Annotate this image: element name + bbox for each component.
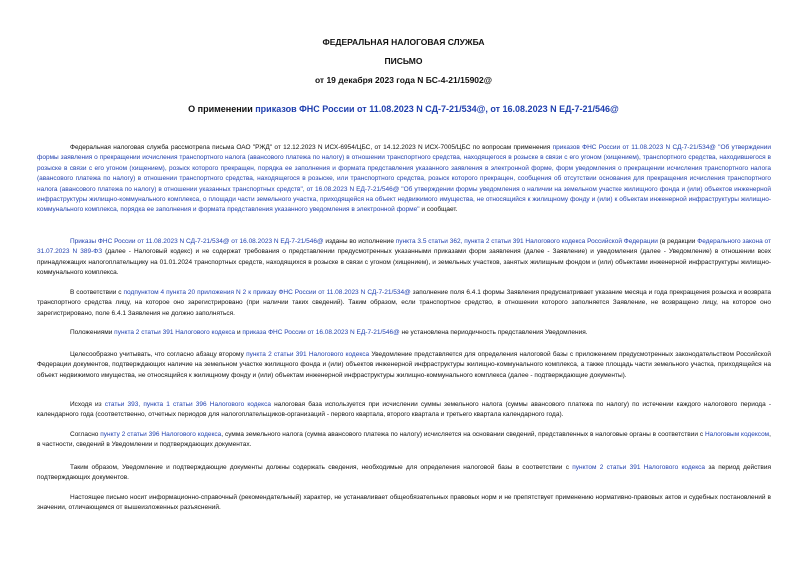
paragraph-text: налоговая база используется при исчислении суммы земельного налога (суммы авансового платежа по налогу) по истечении каждого налогового периода - календарного года (соответственно, отчетных периодов для налогоплательщиков-организаций - первого квартала, второго квартала и третьего квартала календарного года). bbox=[37, 401, 772, 419]
paragraph-land-tax bbox=[37, 430, 771, 451]
paragraph-text: Исходя из bbox=[70, 401, 105, 408]
law-reference-link[interactable]: приказа ФНС России от 16.08.2023 N ЕД-7-21/546@ bbox=[242, 329, 400, 336]
paragraph-text: изданы во исполнение bbox=[323, 238, 396, 245]
law-reference-link[interactable]: Налоговым кодексом bbox=[704, 431, 770, 438]
law-reference-link[interactable]: Приказы ФНС России от 11.08.2023 N СД-7-21/534@ от 16.08.2023 N ЕД-7-21/546@ bbox=[70, 238, 324, 245]
paragraph-text: и bbox=[235, 329, 243, 336]
paragraph-orders bbox=[37, 237, 771, 279]
document-date-number: от 19 декабря 2023 года N БС-4-21/15902@ bbox=[314, 75, 493, 85]
paragraph-intro bbox=[37, 143, 771, 216]
paragraph-text: Уведомление представляется для определения налоговой базы с приложением предусмотренных законодательством Российской Федерации документов, подтверждающих наличие на земельном участке жилищного фонда и (или) объектов инженерной инфраструктуры жилищно-коммунального комплекса, а также площадь части земельного участка, приходящейся на объект недвижимого имущества, не относящийся к жилищному фонду и (или) объектам инженерной инфраструктуры жилищно-коммунального комплекса (далее - подтверждающие документы). bbox=[37, 351, 771, 379]
paragraph-text: Федеральная налоговая служба рассмотрела письма ОАО "РЖД" от 12.12.2023 N ИСХ-6954/ЦБС, от 14.12.2023 N ИСХ-7005/ЦБС по вопросам применения bbox=[70, 144, 553, 151]
law-reference-link[interactable]: Федерального закона от 31.07.2023 N 389-ФЗ bbox=[37, 238, 772, 256]
law-reference-link[interactable]: подпунктом 4 пункта 20 приложения N 2 к приказу ФНС России от 11.08.2023 N СД-7-21/534@ bbox=[123, 289, 411, 296]
law-reference-link[interactable]: пункта 2 статьи 391 Налогового кодекса bbox=[114, 329, 236, 336]
law-reference-link[interactable]: приказов ФНС России от 11.08.2023 N СД-7-21/534@ "Об утверждении формы заявления о прекращении исчисления транспортного налога (авансового платежа по налогу) в отношении транспортного средства, находящегося в розыске в связи с его угоном (хищением), транспортного средства, находившегося в розыске в связи с его угоном (хищением), розыск которого прекращен, порядка ее заполнения и формата представления указанного заявления в электронной форме, форм уведомления о прекращении исчисления транспортного налога (авансового платежа по налогу) в отношении транспортного средства, находящегося в розыске, или транспортного средства, розыск которого прекращен, сообщения об отсутствии основания для прекращения исчисления транспортного налога (авансового платежа по налогу) в отношении указанных транспортных средств" bbox=[37, 144, 772, 193]
paragraph-text: Настоящее письмо носит информационно-справочный (рекомендательный) характер, не устанавливает общеобязательных правовых норм и не препятствует применению нормативно-правовых актов и судебных постановлений в значении, отличающемся от вышеизложенных разъяснений. bbox=[37, 494, 771, 512]
paragraph-text: заполнение поля 6.4.1 формы Заявления предусматривает указание месяца и года прекращения розыска и возврата транспортного средства лицу, на которое оно зарегистрировано (при наличии таких сведений). Таким образом, если транспортное средство, в отношении которого заполняется Заявление, не возвращено лицу, на которое оно зарегистрировано, поле 6.4.1 Заявления не должно заполняться. bbox=[37, 289, 771, 317]
paragraph-text: , сумма земельного налога (сумма авансового платежа по налогу) исчисляется на основании сведений, представленных в налоговые органы в соответствии с bbox=[221, 431, 705, 438]
document-title bbox=[0, 104, 807, 114]
paragraph-text: (далее - Налоговый кодекс) и не содержат требования о представлении предусмотренных указанными приказами форм заявления (далее - Заявление) и уведомления (далее - Уведомление) в отношении всех принадлежащих налогоплательщику на 01.01.2024 транспортных средств, находящихся в розыске в связи с угоном (хищением), и земельных участков, занятых жилищным фондом и (или) объектами инженерной инфраструктуры жилищно-коммунального комплекса. bbox=[37, 248, 771, 277]
paragraph-tax-base bbox=[37, 400, 771, 421]
law-reference-link[interactable]: пунктом 2 статьи 391 Налогового кодекса bbox=[572, 464, 706, 471]
title-prefix: О применении bbox=[188, 104, 256, 114]
paragraph-text: Таким образом, Уведомление и подтверждающие документы должны содержать сведения, необходимые для определения налоговой базы в соответствии с bbox=[70, 464, 573, 471]
paragraph-periodicity bbox=[37, 328, 771, 338]
paragraph-text: Целесообразно учитывать, что согласно абзацу второму bbox=[70, 351, 247, 358]
paragraph-text: (в редакции bbox=[657, 238, 698, 245]
law-reference-link[interactable]: пункту 2 статьи 396 Налогового кодекса bbox=[100, 431, 222, 438]
paragraph-text: за период действия подтверждающих документов. bbox=[37, 464, 771, 482]
paragraph-conclusion bbox=[37, 463, 771, 484]
paragraph-text: Согласно bbox=[70, 431, 101, 438]
paragraph-text: и сообщает. bbox=[419, 206, 458, 214]
law-reference-link[interactable]: статьи 393, пункта 1 статьи 396 Налогового кодекса bbox=[104, 401, 271, 408]
paragraph-text: , в частности, сведений в Уведомлении и подтверждающих документах. bbox=[37, 431, 771, 449]
paragraph-text: не установлена периодичность представления Уведомления. bbox=[399, 329, 588, 336]
paragraph-field-6-4-1 bbox=[37, 288, 771, 319]
law-reference-link[interactable]: , от 16.08.2023 N ЕД-7-21/546@ "Об утверждении формы уведомления о наличии на земельном участке жилищного фонда и (или) объектов инженерной инфраструктуры жилищно-коммунального комплекса, о площади части земельного участка, приходящейся на объект недвижимого имущества, не относящийся к жилищному фонду и (или) к объектам инженерной инфраструктуры жилищно-коммунального комплекса, порядка ее заполнения и формата представления указанного уведомления в электронной форме" bbox=[37, 185, 771, 214]
agency-name: ФЕДЕРАЛЬНАЯ НАЛОГОВАЯ СЛУЖБА bbox=[322, 37, 485, 47]
document-type: ПИСЬМО bbox=[384, 56, 423, 66]
paragraph-disclaimer bbox=[37, 493, 771, 514]
paragraph-text: В соответствии с bbox=[70, 289, 124, 296]
paragraph-text: Положениями bbox=[70, 329, 115, 336]
title-link[interactable]: приказов ФНС России от 11.08.2023 N СД-7-21/534@, от 16.08.2023 N ЕД-7-21/546@ bbox=[255, 104, 619, 114]
law-reference-link[interactable]: пункта 3.5 статьи 362, пункта 2 статьи 391 Налогового кодекса Российской Федерации bbox=[395, 238, 658, 245]
law-reference-link[interactable]: пункта 2 статьи 391 Налогового кодекса bbox=[246, 351, 370, 358]
paragraph-supporting-docs bbox=[37, 350, 771, 381]
